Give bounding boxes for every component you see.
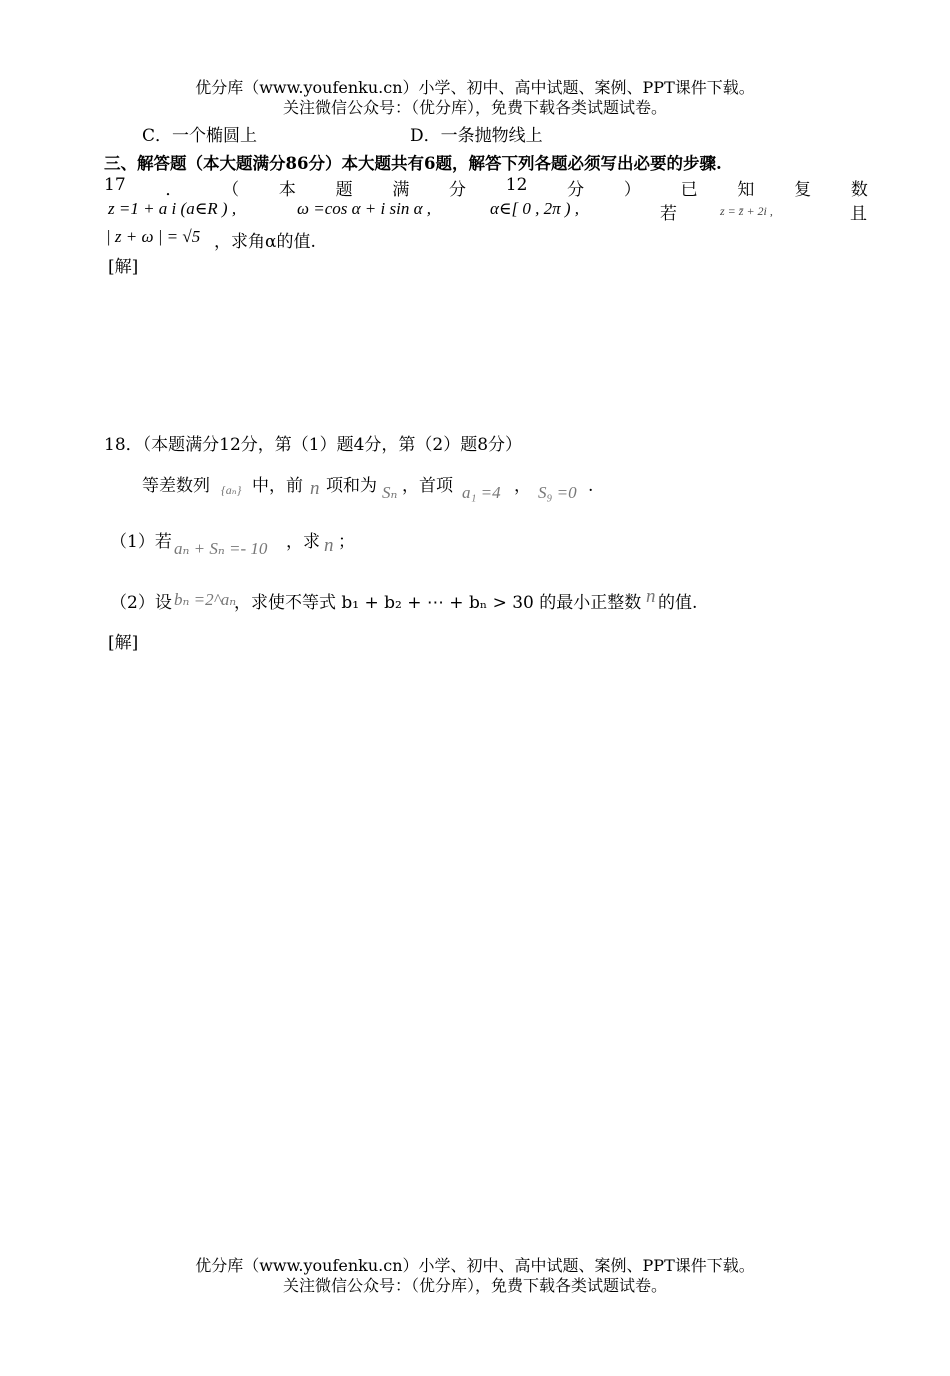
q17-expr-z: z =1 + a i (a∈R ) , <box>108 199 237 218</box>
q17-intro-line <box>104 175 868 200</box>
q18-a1: a₁ =4 <box>462 483 501 502</box>
q18-intro-b: 中，前 <box>252 476 303 496</box>
q17-word: 满 <box>392 180 410 200</box>
q18-title: 18．（本题满分12分，第（1）题4分，第（2）题8分） <box>104 435 523 455</box>
header-line-2: 关注微信公众号：（优分库），免费下载各类试题试卷。 <box>282 98 667 117</box>
q18-intro-c: 项和为 <box>326 476 377 496</box>
q17-ask: ，求角α的值. <box>214 232 316 252</box>
q17-word: 题 <box>335 180 353 200</box>
q18-s9: S₉ =0 <box>538 483 577 502</box>
footer-line-2: 关注微信公众号：（优分库），免费下载各类试题试卷。 <box>282 1276 667 1295</box>
q17-word: 已 <box>680 180 698 200</box>
q17-word: 本 <box>278 180 296 200</box>
q17-ruo: 若 <box>660 204 677 224</box>
q17-qie: 且 <box>850 204 867 224</box>
q17-word: 知 <box>737 180 755 200</box>
q18-p1-end: ； <box>338 532 355 552</box>
q17-word: 分 <box>449 180 467 200</box>
q18-answer-label: [解] <box>108 633 139 653</box>
q17-word: 17 <box>104 175 126 195</box>
q18-comma: ， <box>514 476 531 496</box>
q18-intro-a: 等差数列 <box>142 476 210 496</box>
q18-dot: . <box>588 476 594 496</box>
choice-c: C．一个椭圆上 <box>142 126 258 146</box>
q17-word: ． <box>165 180 183 200</box>
q18-n: n <box>310 478 320 499</box>
section-3-title: 三、解答题（本大题满分86分）本大题共有6题，解答下列各题必须写出必要的步骤. <box>104 154 722 173</box>
choice-d: D．一条抛物线上 <box>410 126 543 146</box>
q17-expr-alpha: α∈[ 0 , 2π ) , <box>490 199 580 218</box>
q18-intro-d: ，首项 <box>402 476 453 496</box>
header-line-1: 优分库（www.youfenku.cn）小学、初中、高中试题、案例、PPT课件下载。 <box>195 78 755 97</box>
q18-seq: {aₙ} <box>221 483 242 497</box>
q17-expr-omega: ω =cos α + i sin α , <box>297 199 432 218</box>
q18-p2-text: ，求使不等式 b₁ + b₂ + ⋯ + bₙ > 30 的最小正整数 <box>234 593 642 613</box>
q17-word: 数 <box>850 180 868 200</box>
q17-word: 分 <box>567 180 585 200</box>
q18-p1-n: n <box>324 535 334 556</box>
q18-p2-n: n <box>646 586 656 607</box>
q17-condition: z = z̄ + 2i , <box>720 204 773 218</box>
q18-p1-expr: aₙ + Sₙ =- 10 <box>174 539 268 558</box>
q17-word: ） <box>623 180 641 200</box>
footer-line-1: 优分库（www.youfenku.cn）小学、初中、高中试题、案例、PPT课件下载。 <box>195 1256 755 1275</box>
q18-p2-label: （2）设 <box>110 593 172 613</box>
q17-word: 复 <box>794 180 812 200</box>
q18-p1-ask: ，求 <box>286 532 320 552</box>
q17-word: （ <box>222 180 240 200</box>
q18-p2-end: 的值. <box>658 593 698 613</box>
q18-p1-label: （1）若 <box>110 532 172 552</box>
q18-sn: Sₙ <box>382 483 398 502</box>
q17-answer-label: [解] <box>108 257 139 277</box>
q18-p2-expr: bₙ =2^aₙ <box>174 590 237 609</box>
q17-abs-expr: | z + ω | = √5 <box>106 227 201 246</box>
q17-word: 12 <box>505 175 528 195</box>
